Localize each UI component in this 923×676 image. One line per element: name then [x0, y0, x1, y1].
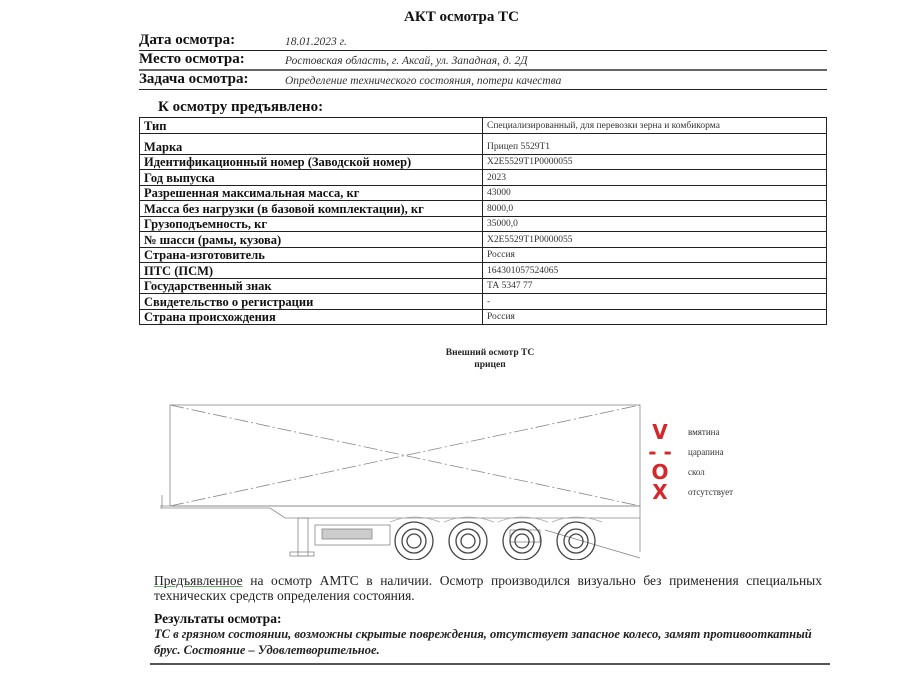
spec-value: X2E5529T1P0000055 [483, 232, 827, 248]
date-value: 18.01.2023 г. [285, 36, 347, 48]
table-row [140, 154, 827, 170]
legend-label: скол [688, 467, 705, 477]
presented-title: К осмотру предъявлено: [158, 99, 324, 115]
spec-key: Марка [140, 133, 483, 154]
paragraph-lead: Предъявленное [154, 573, 243, 588]
inspection-paragraph [154, 573, 822, 603]
scratch-icon: - - [648, 440, 672, 464]
spec-key: Грузоподъемность, кг [140, 216, 483, 232]
legend-label: вмятина [688, 427, 720, 437]
table-row [140, 201, 827, 217]
info-row-place [139, 50, 827, 71]
table-row [140, 170, 827, 186]
spec-value: Россия [483, 309, 827, 325]
results-title: Результаты осмотра: [154, 611, 282, 626]
table-row [140, 278, 827, 294]
place-label: Место осмотра: [139, 51, 245, 67]
spec-key: Разрешенная максимальная масса, кг [140, 185, 483, 201]
spec-value: X2E5529T1P0000055 [483, 154, 827, 170]
place-value: Ростовская область, г. Аксай, ул. Западная, д. 2Д [285, 55, 528, 67]
spec-value: 8000,0 [483, 201, 827, 217]
missing-icon: X [652, 480, 668, 504]
document-title: АКТ осмотра ТС [404, 9, 519, 25]
spec-key: Страна происхождения [140, 309, 483, 325]
spec-key: Масса без нагрузки (в базовой комплектации), кг [140, 201, 483, 217]
spec-value: 164301057524065 [483, 263, 827, 279]
spec-key: Год выпуска [140, 170, 483, 186]
chip-icon: O [651, 460, 669, 484]
external-inspection-subtitle: прицеп [474, 360, 506, 370]
results-text: ТС в грязном состоянии, возможны скрытые повреждения, отсутствует запасное колесо, замят противооткатный брус. Состояние – Удовлетворительное. [154, 627, 812, 657]
external-inspection-title: Внешний осмотр ТС [445, 348, 535, 358]
table-row [140, 309, 827, 325]
paragraph-rest: на осмотр АМТС в наличии. Осмотр производился визуально без применения специальных технических средств определения состояния. [154, 573, 822, 603]
spec-value: Россия [483, 247, 827, 263]
legend-label: царапина [688, 447, 724, 457]
results-divider [150, 663, 830, 665]
table-row [140, 216, 827, 232]
spec-key: Страна-изготовитель [140, 247, 483, 263]
vehicle-spec-table [139, 117, 827, 325]
spec-value: Специализированный, для перевозки зерна и комбикорма [483, 118, 827, 134]
table-row [140, 133, 827, 154]
spec-value: Прицеп 5529Т1 [483, 133, 827, 154]
spec-value: 43000 [483, 185, 827, 201]
table-row [140, 232, 827, 248]
spec-key: Свидетельство о регистрации [140, 294, 483, 310]
spec-key: Идентификационный номер (Заводской номер) [140, 154, 483, 170]
spec-key: ПТС (ПСМ) [140, 263, 483, 279]
legend-label: отсутствует [688, 487, 734, 497]
semi-trailer-diagram-icon [150, 400, 650, 560]
spec-value: - [483, 294, 827, 310]
date-label: Дата осмотра: [139, 32, 236, 48]
dent-icon: V [652, 420, 668, 444]
table-row [140, 263, 827, 279]
table-row [140, 294, 827, 310]
task-label: Задача осмотра: [139, 71, 249, 87]
info-row-date [139, 31, 827, 51]
spec-value: 35000,0 [483, 216, 827, 232]
spec-value: 2023 [483, 170, 827, 186]
external-inspection-heading [0, 347, 923, 371]
table-row [140, 185, 827, 201]
table-row [140, 118, 827, 134]
spec-key: Тип [140, 118, 483, 134]
spec-value: ТА 5347 77 [483, 278, 827, 294]
info-row-task [139, 70, 827, 90]
table-row [140, 247, 827, 263]
task-value: Определение технического состояния, потери качества [285, 75, 562, 87]
spec-key: Государственный знак [140, 278, 483, 294]
spec-key: № шасси (рамы, кузова) [140, 232, 483, 248]
